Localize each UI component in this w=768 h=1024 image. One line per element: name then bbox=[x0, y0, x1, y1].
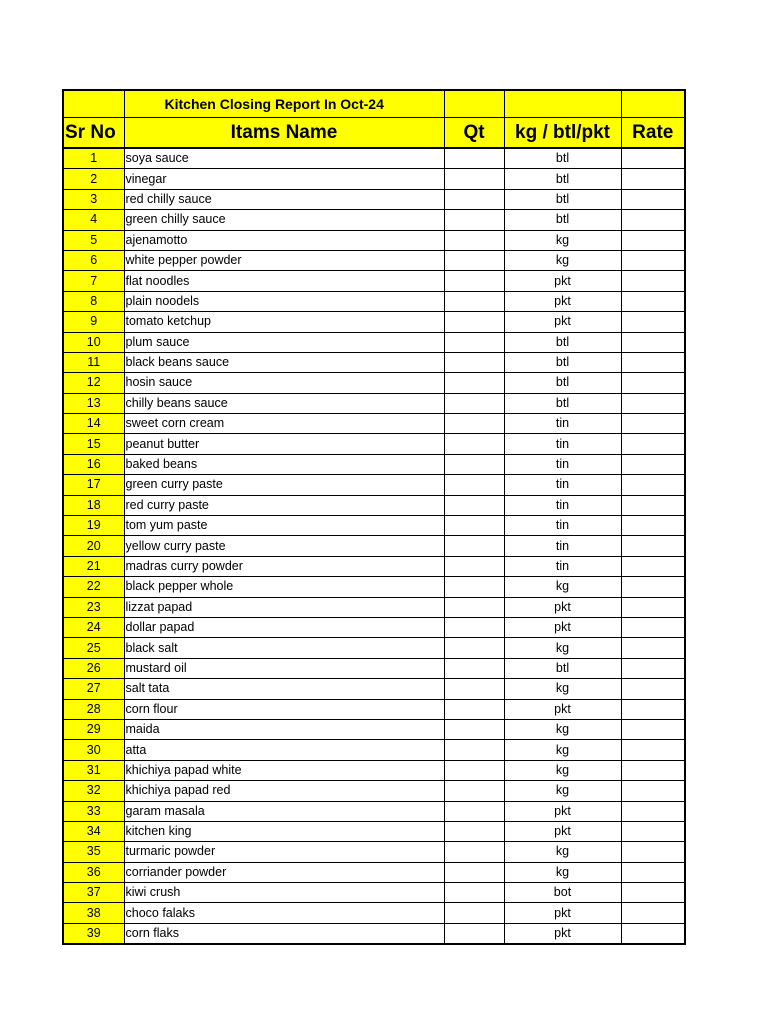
sr-no-cell: 16 bbox=[63, 454, 124, 474]
rate-cell bbox=[621, 414, 685, 434]
unit-cell: kg bbox=[504, 760, 621, 780]
table-row bbox=[63, 617, 685, 637]
report-title: Kitchen Closing Report In Oct-24 bbox=[124, 90, 444, 118]
table-row bbox=[63, 169, 685, 189]
sr-no-cell: 4 bbox=[63, 210, 124, 230]
qty-cell bbox=[444, 638, 504, 658]
rate-cell bbox=[621, 719, 685, 739]
table-row bbox=[63, 801, 685, 821]
sr-no-cell: 36 bbox=[63, 862, 124, 882]
item-name-cell: green curry paste bbox=[124, 475, 444, 495]
rate-cell bbox=[621, 781, 685, 801]
item-name-cell: garam masala bbox=[124, 801, 444, 821]
item-name-cell: black salt bbox=[124, 638, 444, 658]
qty-cell bbox=[444, 516, 504, 536]
table-row bbox=[63, 312, 685, 332]
item-name-cell: lizzat papad bbox=[124, 597, 444, 617]
table-row bbox=[63, 291, 685, 311]
header-sr-no: Sr No bbox=[63, 118, 124, 149]
unit-cell: btl bbox=[504, 210, 621, 230]
item-name-cell: maida bbox=[124, 719, 444, 739]
unit-cell: kg bbox=[504, 719, 621, 739]
sr-no-cell: 37 bbox=[63, 883, 124, 903]
rate-cell bbox=[621, 862, 685, 882]
qty-cell bbox=[444, 148, 504, 169]
unit-cell: pkt bbox=[504, 821, 621, 841]
qty-cell bbox=[444, 923, 504, 944]
rate-cell bbox=[621, 638, 685, 658]
unit-cell: kg bbox=[504, 577, 621, 597]
unit-cell: pkt bbox=[504, 923, 621, 944]
rate-cell bbox=[621, 516, 685, 536]
unit-cell: kg bbox=[504, 862, 621, 882]
table-row bbox=[63, 352, 685, 372]
sr-no-cell: 7 bbox=[63, 271, 124, 291]
sr-no-cell: 1 bbox=[63, 148, 124, 169]
item-name-cell: choco falaks bbox=[124, 903, 444, 923]
unit-cell: kg bbox=[504, 740, 621, 760]
item-name-cell: black beans sauce bbox=[124, 352, 444, 372]
unit-cell: pkt bbox=[504, 903, 621, 923]
sr-no-cell: 14 bbox=[63, 414, 124, 434]
unit-cell: kg bbox=[504, 638, 621, 658]
item-name-cell: chilly beans sauce bbox=[124, 393, 444, 413]
qty-cell bbox=[444, 312, 504, 332]
item-name-cell: kitchen king bbox=[124, 821, 444, 841]
sr-no-cell: 32 bbox=[63, 781, 124, 801]
unit-cell: kg bbox=[504, 679, 621, 699]
table-row bbox=[63, 658, 685, 678]
item-name-cell: khichiya papad red bbox=[124, 781, 444, 801]
qty-cell bbox=[444, 862, 504, 882]
qty-cell bbox=[444, 393, 504, 413]
qty-cell bbox=[444, 801, 504, 821]
item-rows bbox=[63, 148, 685, 944]
qty-cell bbox=[444, 434, 504, 454]
sr-no-cell: 39 bbox=[63, 923, 124, 944]
unit-cell: btl bbox=[504, 373, 621, 393]
unit-cell: pkt bbox=[504, 597, 621, 617]
table-row bbox=[63, 638, 685, 658]
qty-cell bbox=[444, 617, 504, 637]
qty-cell bbox=[444, 373, 504, 393]
rate-cell bbox=[621, 842, 685, 862]
rate-cell bbox=[621, 230, 685, 250]
table-row bbox=[63, 332, 685, 352]
report-sheet bbox=[62, 89, 686, 945]
table-row bbox=[63, 495, 685, 515]
unit-cell: btl bbox=[504, 352, 621, 372]
rate-cell bbox=[621, 250, 685, 270]
sr-no-cell: 34 bbox=[63, 821, 124, 841]
rate-cell bbox=[621, 597, 685, 617]
qty-cell bbox=[444, 699, 504, 719]
sr-no-cell: 5 bbox=[63, 230, 124, 250]
rate-cell bbox=[621, 760, 685, 780]
rate-cell bbox=[621, 271, 685, 291]
rate-cell bbox=[621, 556, 685, 576]
qty-cell bbox=[444, 903, 504, 923]
item-name-cell: baked beans bbox=[124, 454, 444, 474]
qty-cell bbox=[444, 781, 504, 801]
item-name-cell: kiwi crush bbox=[124, 883, 444, 903]
item-name-cell: green chilly sauce bbox=[124, 210, 444, 230]
rate-cell bbox=[621, 923, 685, 944]
rate-cell bbox=[621, 312, 685, 332]
sr-no-cell: 22 bbox=[63, 577, 124, 597]
unit-cell: tin bbox=[504, 516, 621, 536]
sr-no-cell: 24 bbox=[63, 617, 124, 637]
sr-no-cell: 28 bbox=[63, 699, 124, 719]
qty-cell bbox=[444, 577, 504, 597]
item-name-cell: soya sauce bbox=[124, 148, 444, 169]
table-row bbox=[63, 414, 685, 434]
header-rate: Rate bbox=[621, 118, 685, 149]
sr-no-cell: 2 bbox=[63, 169, 124, 189]
unit-cell: tin bbox=[504, 454, 621, 474]
table-row bbox=[63, 393, 685, 413]
sr-no-cell: 17 bbox=[63, 475, 124, 495]
qty-cell bbox=[444, 352, 504, 372]
sr-no-cell: 21 bbox=[63, 556, 124, 576]
rate-cell bbox=[621, 210, 685, 230]
unit-cell: kg bbox=[504, 230, 621, 250]
item-name-cell: tomato ketchup bbox=[124, 312, 444, 332]
rate-cell bbox=[621, 148, 685, 169]
qty-cell bbox=[444, 454, 504, 474]
item-name-cell: plum sauce bbox=[124, 332, 444, 352]
item-name-cell: tom yum paste bbox=[124, 516, 444, 536]
rate-cell bbox=[621, 801, 685, 821]
qty-cell bbox=[444, 189, 504, 209]
item-name-cell: corriander powder bbox=[124, 862, 444, 882]
rate-cell bbox=[621, 169, 685, 189]
table-row bbox=[63, 536, 685, 556]
sr-no-cell: 33 bbox=[63, 801, 124, 821]
sr-no-cell: 35 bbox=[63, 842, 124, 862]
table-row bbox=[63, 250, 685, 270]
qty-cell bbox=[444, 169, 504, 189]
sr-no-cell: 23 bbox=[63, 597, 124, 617]
sr-no-cell: 30 bbox=[63, 740, 124, 760]
unit-cell: tin bbox=[504, 475, 621, 495]
sr-no-cell: 11 bbox=[63, 352, 124, 372]
table-row bbox=[63, 842, 685, 862]
unit-cell: btl bbox=[504, 393, 621, 413]
unit-cell: tin bbox=[504, 556, 621, 576]
item-name-cell: hosin sauce bbox=[124, 373, 444, 393]
sr-no-cell: 25 bbox=[63, 638, 124, 658]
sr-no-cell: 18 bbox=[63, 495, 124, 515]
qty-cell bbox=[444, 495, 504, 515]
table-row bbox=[63, 373, 685, 393]
qty-cell bbox=[444, 230, 504, 250]
closing-report-table bbox=[62, 89, 686, 945]
table-row bbox=[63, 862, 685, 882]
table-row bbox=[63, 230, 685, 250]
unit-cell: btl bbox=[504, 332, 621, 352]
header-item-name: Itams Name bbox=[124, 118, 444, 149]
unit-cell: btl bbox=[504, 148, 621, 169]
item-name-cell: red chilly sauce bbox=[124, 189, 444, 209]
rate-cell bbox=[621, 536, 685, 556]
qty-cell bbox=[444, 679, 504, 699]
rate-cell bbox=[621, 291, 685, 311]
table-row bbox=[63, 760, 685, 780]
qty-cell bbox=[444, 536, 504, 556]
title-blank-cell bbox=[504, 90, 621, 118]
unit-cell: kg bbox=[504, 842, 621, 862]
sr-no-cell: 9 bbox=[63, 312, 124, 332]
rate-cell bbox=[621, 495, 685, 515]
sr-no-cell: 12 bbox=[63, 373, 124, 393]
unit-cell: pkt bbox=[504, 801, 621, 821]
item-name-cell: plain noodels bbox=[124, 291, 444, 311]
rate-cell bbox=[621, 699, 685, 719]
rate-cell bbox=[621, 434, 685, 454]
sr-no-cell: 19 bbox=[63, 516, 124, 536]
qty-cell bbox=[444, 597, 504, 617]
item-name-cell: dollar papad bbox=[124, 617, 444, 637]
qty-cell bbox=[444, 475, 504, 495]
unit-cell: kg bbox=[504, 781, 621, 801]
rate-cell bbox=[621, 373, 685, 393]
item-name-cell: atta bbox=[124, 740, 444, 760]
item-name-cell: mustard oil bbox=[124, 658, 444, 678]
item-name-cell: corn flaks bbox=[124, 923, 444, 944]
item-name-cell: red curry paste bbox=[124, 495, 444, 515]
table-row bbox=[63, 475, 685, 495]
sr-no-cell: 8 bbox=[63, 291, 124, 311]
rate-cell bbox=[621, 393, 685, 413]
rate-cell bbox=[621, 821, 685, 841]
unit-cell: tin bbox=[504, 434, 621, 454]
unit-cell: btl bbox=[504, 189, 621, 209]
table-row bbox=[63, 148, 685, 169]
sr-no-cell: 13 bbox=[63, 393, 124, 413]
table-row bbox=[63, 679, 685, 699]
qty-cell bbox=[444, 842, 504, 862]
unit-cell: pkt bbox=[504, 617, 621, 637]
header-row bbox=[63, 118, 685, 149]
qty-cell bbox=[444, 556, 504, 576]
unit-cell: bot bbox=[504, 883, 621, 903]
table-row bbox=[63, 210, 685, 230]
title-row bbox=[63, 90, 685, 118]
rate-cell bbox=[621, 740, 685, 760]
sr-no-cell: 38 bbox=[63, 903, 124, 923]
rate-cell bbox=[621, 475, 685, 495]
qty-cell bbox=[444, 210, 504, 230]
table-row bbox=[63, 516, 685, 536]
sr-no-cell: 29 bbox=[63, 719, 124, 739]
rate-cell bbox=[621, 617, 685, 637]
qty-cell bbox=[444, 821, 504, 841]
item-name-cell: vinegar bbox=[124, 169, 444, 189]
rate-cell bbox=[621, 883, 685, 903]
sr-no-cell: 31 bbox=[63, 760, 124, 780]
rate-cell bbox=[621, 679, 685, 699]
unit-cell: btl bbox=[504, 658, 621, 678]
qty-cell bbox=[444, 271, 504, 291]
title-blank-cell bbox=[63, 90, 124, 118]
unit-cell: pkt bbox=[504, 699, 621, 719]
item-name-cell: white pepper powder bbox=[124, 250, 444, 270]
sr-no-cell: 26 bbox=[63, 658, 124, 678]
rate-cell bbox=[621, 658, 685, 678]
rate-cell bbox=[621, 332, 685, 352]
table-row bbox=[63, 577, 685, 597]
unit-cell: tin bbox=[504, 414, 621, 434]
table-row bbox=[63, 597, 685, 617]
title-blank-cell bbox=[444, 90, 504, 118]
item-name-cell: flat noodles bbox=[124, 271, 444, 291]
unit-cell: pkt bbox=[504, 271, 621, 291]
table-row bbox=[63, 556, 685, 576]
sr-no-cell: 15 bbox=[63, 434, 124, 454]
item-name-cell: yellow curry paste bbox=[124, 536, 444, 556]
unit-cell: kg bbox=[504, 250, 621, 270]
unit-cell: pkt bbox=[504, 312, 621, 332]
header-unit: kg / btl/pkt bbox=[504, 118, 621, 149]
unit-cell: tin bbox=[504, 495, 621, 515]
item-name-cell: salt tata bbox=[124, 679, 444, 699]
unit-cell: btl bbox=[504, 169, 621, 189]
sr-no-cell: 3 bbox=[63, 189, 124, 209]
table-row bbox=[63, 434, 685, 454]
sr-no-cell: 6 bbox=[63, 250, 124, 270]
table-row bbox=[63, 454, 685, 474]
qty-cell bbox=[444, 740, 504, 760]
sr-no-cell: 27 bbox=[63, 679, 124, 699]
table-row bbox=[63, 923, 685, 944]
sr-no-cell: 10 bbox=[63, 332, 124, 352]
rate-cell bbox=[621, 577, 685, 597]
table-row bbox=[63, 699, 685, 719]
table-row bbox=[63, 740, 685, 760]
table-row bbox=[63, 903, 685, 923]
rate-cell bbox=[621, 454, 685, 474]
item-name-cell: peanut butter bbox=[124, 434, 444, 454]
qty-cell bbox=[444, 332, 504, 352]
qty-cell bbox=[444, 291, 504, 311]
table-row bbox=[63, 271, 685, 291]
rate-cell bbox=[621, 352, 685, 372]
table-row bbox=[63, 821, 685, 841]
table-row bbox=[63, 189, 685, 209]
rate-cell bbox=[621, 189, 685, 209]
qty-cell bbox=[444, 883, 504, 903]
qty-cell bbox=[444, 760, 504, 780]
header-qty: Qt bbox=[444, 118, 504, 149]
item-name-cell: khichiya papad white bbox=[124, 760, 444, 780]
item-name-cell: sweet corn cream bbox=[124, 414, 444, 434]
item-name-cell: turmaric powder bbox=[124, 842, 444, 862]
item-name-cell: madras curry powder bbox=[124, 556, 444, 576]
table-row bbox=[63, 883, 685, 903]
table-row bbox=[63, 781, 685, 801]
title-blank-cell bbox=[621, 90, 685, 118]
qty-cell bbox=[444, 250, 504, 270]
unit-cell: pkt bbox=[504, 291, 621, 311]
qty-cell bbox=[444, 719, 504, 739]
qty-cell bbox=[444, 658, 504, 678]
unit-cell: tin bbox=[504, 536, 621, 556]
table-row bbox=[63, 719, 685, 739]
item-name-cell: corn flour bbox=[124, 699, 444, 719]
rate-cell bbox=[621, 903, 685, 923]
qty-cell bbox=[444, 414, 504, 434]
item-name-cell: ajenamotto bbox=[124, 230, 444, 250]
item-name-cell: black pepper whole bbox=[124, 577, 444, 597]
sr-no-cell: 20 bbox=[63, 536, 124, 556]
